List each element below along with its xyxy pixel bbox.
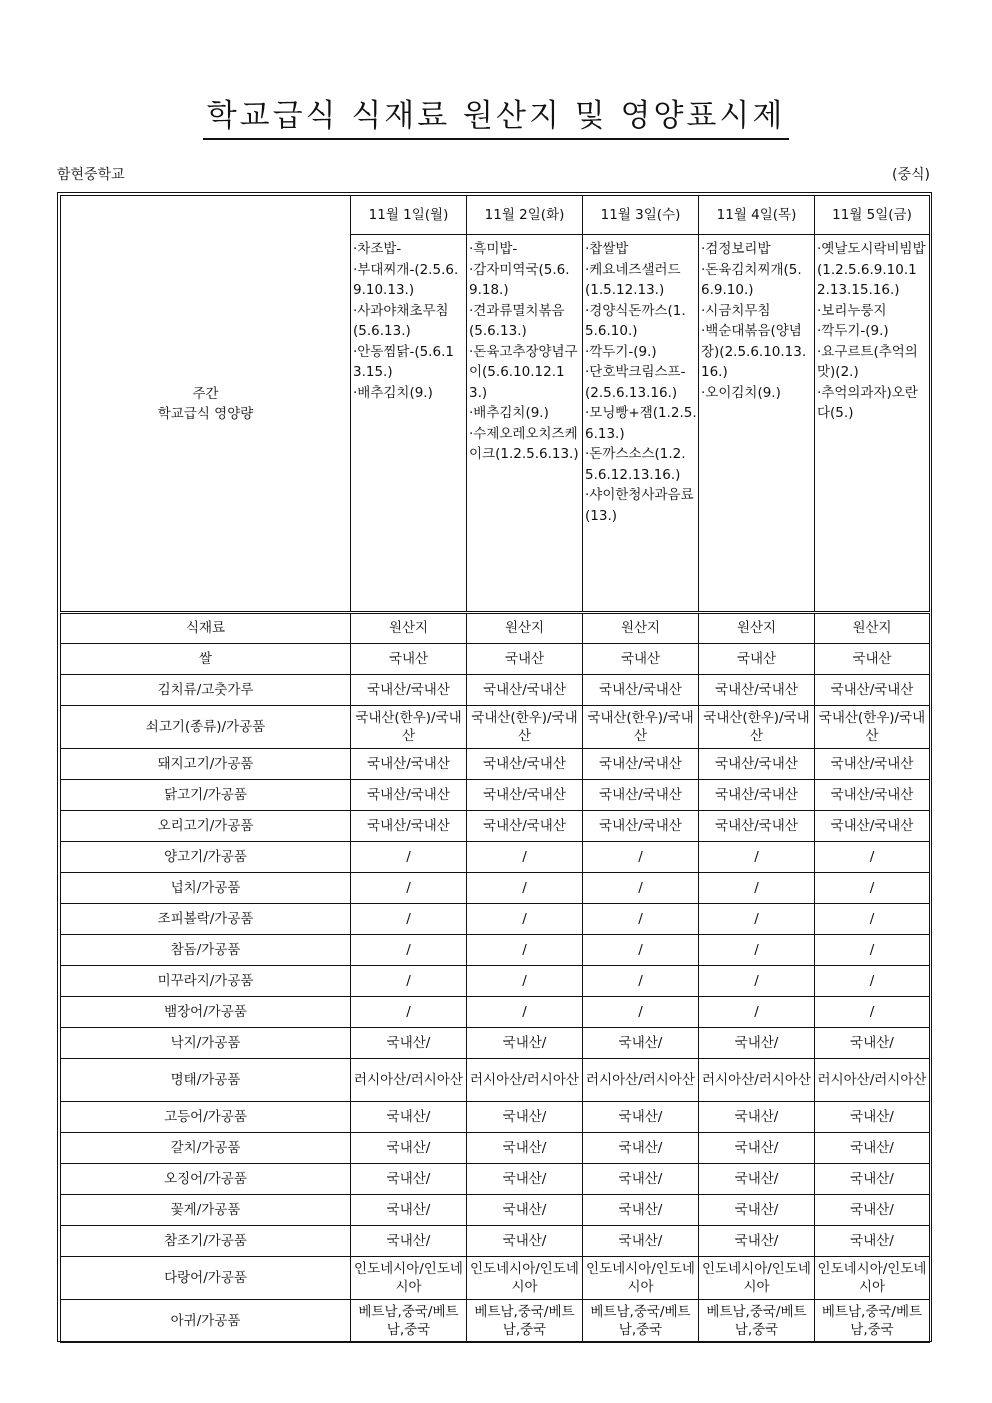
menu-item: ·부대찌개-(2.5.6.9.10.13.) [353, 261, 459, 298]
ingredient-name: 쌀 [61, 644, 351, 675]
origin-value: / [467, 935, 583, 966]
menu-item: ·깍두기-(9.) [817, 323, 889, 339]
menu-origin-table [60, 195, 930, 1343]
origin-value: / [699, 873, 815, 904]
origin-header: 원산지 [467, 613, 583, 644]
ingredient-name: 오리고기/가공품 [61, 811, 351, 842]
origin-value: 국내산/국내산 [699, 749, 815, 780]
origin-value: 국내산/국내산 [583, 811, 699, 842]
origin-value: 국내산/ [467, 1133, 583, 1164]
origin-header-row [61, 613, 930, 644]
ingredient-row [61, 780, 930, 811]
origin-value: 국내산/ [351, 1028, 467, 1059]
origin-value: 국내산/ [815, 1133, 930, 1164]
origin-value: 국내산/국내산 [467, 749, 583, 780]
origin-value: / [351, 842, 467, 873]
origin-value: 국내산/국내산 [815, 675, 930, 706]
origin-value: / [351, 904, 467, 935]
ingredient-row [61, 644, 930, 675]
origin-value: 국내산/ [351, 1133, 467, 1164]
origin-value: 국내산/ [583, 1195, 699, 1226]
origin-header: 원산지 [351, 613, 467, 644]
origin-value: 국내산/국내산 [583, 675, 699, 706]
menu-item: ·흑미밥- [469, 241, 518, 257]
nutrition-label-line-1: 주간 [192, 385, 219, 402]
ingredient-row [61, 1226, 930, 1257]
menu-item: ·배추김치(9.) [353, 384, 433, 401]
origin-value: 러시아산/러시아산 [351, 1059, 467, 1102]
origin-value: 국내산/ [467, 1028, 583, 1059]
menu-item: ·감자미역국(5.6.9.18.) [469, 261, 570, 298]
origin-value: 국내산 [699, 644, 815, 675]
origin-value: 국내산/ [351, 1195, 467, 1226]
origin-header: 원산지 [699, 613, 815, 644]
origin-value: 베트남,중국/베트남,중국 [351, 1300, 467, 1343]
origin-value: 국내산/국내산 [815, 749, 930, 780]
origin-value: / [467, 842, 583, 873]
origin-value: 국내산/ [815, 1195, 930, 1226]
origin-value: 국내산/ [583, 1226, 699, 1257]
origin-value: 국내산/ [699, 1028, 815, 1059]
ingredient-name: 닭고기/가공품 [61, 780, 351, 811]
ingredient-name: 꽃게/가공품 [61, 1195, 351, 1226]
menu-item: ·찹쌀밥 [585, 241, 629, 257]
ingredient-name: 명태/가공품 [61, 1059, 351, 1102]
ingredient-name: 갈치/가공품 [61, 1133, 351, 1164]
menu-item: ·보리누룽지 [817, 302, 887, 319]
origin-value: 국내산/ [815, 1226, 930, 1257]
origin-value: 국내산/국내산 [351, 811, 467, 842]
origin-value: 국내산(한우)/국내산 [583, 706, 699, 749]
menu-item: ·사과야채초무침(5.6.13.) [353, 302, 449, 339]
menu-item: ·돈육김치찌개(5.6.9.10.) [701, 261, 802, 298]
ingredient-row [61, 1164, 930, 1195]
origin-value: 인도네시아/인도네시아 [583, 1257, 699, 1300]
origin-value: / [815, 842, 930, 873]
menu-item: ·단호박크림스프-(2.5.6.13.16.) [585, 364, 686, 401]
origin-value: 베트남,중국/베트남,중국 [699, 1300, 815, 1343]
menu-item: ·추억의과자)오란다(5.) [817, 384, 918, 421]
origin-value: / [467, 997, 583, 1028]
ingredient-name: 고등어/가공품 [61, 1102, 351, 1133]
ingredient-name: 참조기/가공품 [61, 1226, 351, 1257]
origin-value: 국내산/국내산 [351, 749, 467, 780]
menu-cell [583, 235, 699, 613]
origin-value: 국내산/ [467, 1164, 583, 1195]
origin-value: / [351, 873, 467, 904]
menu-item: ·시금치무침 [701, 302, 771, 319]
menu-item: ·돈육고추장양념구이(5.6.10.12.13.) [469, 343, 578, 401]
ingredient-row [61, 1300, 930, 1343]
meal-type: (중식) [892, 167, 930, 183]
origin-value: 베트남,중국/베트남,중국 [815, 1300, 930, 1343]
ingredient-row [61, 1059, 930, 1102]
ingredient-name: 돼지고기/가공품 [61, 749, 351, 780]
ingredient-row [61, 1028, 930, 1059]
menu-item: ·경양식돈까스(1.5.6.10.) [585, 302, 686, 339]
origin-value: 국내산/국내산 [815, 780, 930, 811]
ingredient-row [61, 675, 930, 706]
origin-value: / [351, 997, 467, 1028]
origin-value: 국내산/ [351, 1164, 467, 1195]
origin-value: 국내산/ [583, 1164, 699, 1195]
origin-value: 국내산/ [583, 1133, 699, 1164]
origin-value: / [815, 873, 930, 904]
menu-item: ·견과류멸치볶음(5.6.13.) [469, 302, 565, 339]
ingredient-row [61, 1195, 930, 1226]
origin-value: 국내산 [583, 644, 699, 675]
origin-value: 국내산/ [815, 1102, 930, 1133]
menu-item: ·안동찜닭-(5.6.13.15.) [353, 343, 454, 380]
menu-item: ·검정보리밥 [701, 241, 771, 257]
origin-value: 러시아산/러시아산 [699, 1059, 815, 1102]
ingredient-name: 참돔/가공품 [61, 935, 351, 966]
ingredient-row [61, 966, 930, 997]
origin-value: 국내산/국내산 [351, 675, 467, 706]
origin-value: 국내산/ [351, 1102, 467, 1133]
origin-value: / [699, 842, 815, 873]
ingredient-row [61, 706, 930, 749]
ingredient-row [61, 842, 930, 873]
origin-value: / [583, 904, 699, 935]
date-cell: 11월 2일(화) [467, 196, 583, 235]
menu-item: ·옛날도시락비빔밥(1.2.5.6.9.10.12.13.15.16.) [817, 241, 926, 298]
origin-value: / [583, 935, 699, 966]
ingredient-row [61, 1257, 930, 1300]
origin-value: 국내산(한우)/국내산 [351, 706, 467, 749]
origin-value: 국내산 [351, 644, 467, 675]
date-cell: 11월 1일(월) [351, 196, 467, 235]
origin-value: / [815, 935, 930, 966]
ingredient-row [61, 904, 930, 935]
ingredient-name: 오징어/가공품 [61, 1164, 351, 1195]
origin-value: 국내산 [467, 644, 583, 675]
origin-value: 인도네시아/인도네시아 [467, 1257, 583, 1300]
ingredient-name: 뱀장어/가공품 [61, 997, 351, 1028]
ingredient-name: 쇠고기(종류)/가공품 [61, 706, 351, 749]
ingredient-name: 미꾸라지/가공품 [61, 966, 351, 997]
origin-header: 원산지 [815, 613, 930, 644]
origin-value: 국내산/국내산 [583, 749, 699, 780]
origin-value: 국내산/국내산 [699, 780, 815, 811]
menu-item: ·케요네즈샐러드(1.5.12.13.) [585, 261, 681, 298]
menu-item: ·백순대볶음(양념장)(2.5.6.10.13.16.) [701, 323, 807, 380]
origin-value: / [815, 904, 930, 935]
origin-value: 국내산/국내산 [467, 811, 583, 842]
origin-value: 국내산/국내산 [583, 780, 699, 811]
origin-value: 국내산/국내산 [467, 675, 583, 706]
origin-value: 국내산/ [699, 1133, 815, 1164]
origin-value: / [583, 997, 699, 1028]
origin-value: 국내산/국내산 [815, 811, 930, 842]
origin-value: / [467, 873, 583, 904]
menu-item: ·배추김치(9.) [469, 405, 549, 421]
origin-value: / [699, 997, 815, 1028]
origin-value: / [815, 966, 930, 997]
ingredient-header: 식재료 [61, 613, 351, 644]
nutrition-label-cell [61, 196, 351, 613]
ingredient-name: 다랑어/가공품 [61, 1257, 351, 1300]
origin-value: 국내산/국내산 [467, 780, 583, 811]
ingredient-row [61, 811, 930, 842]
origin-value: / [699, 904, 815, 935]
date-cell: 11월 3일(수) [583, 196, 699, 235]
origin-value: 국내산/ [699, 1102, 815, 1133]
ingredient-name: 낙지/가공품 [61, 1028, 351, 1059]
origin-value: 국내산/ [699, 1195, 815, 1226]
origin-value: 국내산(한우)/국내산 [467, 706, 583, 749]
ingredient-row [61, 749, 930, 780]
ingredient-row [61, 873, 930, 904]
menu-item: ·깍두기-(9.) [585, 343, 657, 360]
origin-value: 국내산/ [351, 1226, 467, 1257]
date-cell: 11월 4일(목) [699, 196, 815, 235]
ingredient-row [61, 997, 930, 1028]
menu-item: ·모닝빵+잼(1.2.5.6.13.) [585, 405, 697, 442]
origin-value: 국내산/ [815, 1164, 930, 1195]
origin-value: / [467, 904, 583, 935]
menu-cell [699, 235, 815, 613]
menu-item: ·오이김치(9.) [701, 384, 781, 401]
page-title-wrap [0, 90, 992, 135]
origin-value: 국내산/ [467, 1102, 583, 1133]
ingredient-row [61, 1102, 930, 1133]
ingredient-name: 양고기/가공품 [61, 842, 351, 873]
origin-value: / [467, 966, 583, 997]
origin-value: 국내산/ [583, 1102, 699, 1133]
menu-item: ·차조밥- [353, 241, 402, 257]
origin-value: 국내산/ [583, 1028, 699, 1059]
origin-value: 국내산(한우)/국내산 [699, 706, 815, 749]
origin-value: 국내산/국내산 [699, 675, 815, 706]
origin-value: / [351, 935, 467, 966]
menu-item: ·수제오레오치즈케이크(1.2.5.6.13.) [469, 425, 579, 462]
origin-value: 국내산(한우)/국내산 [815, 706, 930, 749]
origin-value: 러시아산/러시아산 [815, 1059, 930, 1102]
origin-value: 국내산/ [467, 1195, 583, 1226]
date-header-row [61, 196, 930, 235]
origin-value: 베트남,중국/베트남,중국 [583, 1300, 699, 1343]
ingredient-name: 김치류/고춧가루 [61, 675, 351, 706]
ingredient-row [61, 1133, 930, 1164]
menu-cell [815, 235, 930, 613]
origin-header: 원산지 [583, 613, 699, 644]
menu-item: ·돈까스소스(1.2.5.6.12.13.16.) [585, 446, 686, 483]
origin-value: 인도네시아/인도네시아 [699, 1257, 815, 1300]
origin-value: / [699, 935, 815, 966]
origin-value: 러시아산/러시아산 [583, 1059, 699, 1102]
origin-value: 국내산/ [467, 1226, 583, 1257]
origin-value: / [351, 966, 467, 997]
menu-cell [351, 235, 467, 613]
menu-origin-table-frame [57, 192, 932, 1342]
origin-value: 국내산/ [699, 1226, 815, 1257]
origin-value: 국내산/국내산 [351, 780, 467, 811]
date-cell: 11월 5일(금) [815, 196, 930, 235]
school-name: 함현중학교 [57, 167, 125, 183]
origin-value: / [699, 966, 815, 997]
origin-value: / [583, 842, 699, 873]
origin-value: 국내산/국내산 [699, 811, 815, 842]
ingredient-name: 아귀/가공품 [61, 1300, 351, 1343]
menu-cell [467, 235, 583, 613]
nutrition-label-line-2: 학교급식 영양량 [157, 405, 254, 422]
ingredient-name: 조피볼락/가공품 [61, 904, 351, 935]
page-title: 학교급식 식재료 원산지 및 영양표시제 [203, 98, 790, 140]
origin-value: 베트남,중국/베트남,중국 [467, 1300, 583, 1343]
origin-value: 국내산 [815, 644, 930, 675]
menu-item: ·요구르트(추억의맛)(2.) [817, 343, 918, 380]
origin-value: 인도네시아/인도네시아 [351, 1257, 467, 1300]
origin-value: 러시아산/러시아산 [467, 1059, 583, 1102]
origin-value: / [815, 997, 930, 1028]
origin-value: 인도네시아/인도네시아 [815, 1257, 930, 1300]
origin-value: / [583, 966, 699, 997]
origin-value: 국내산/ [815, 1028, 930, 1059]
origin-value: / [583, 873, 699, 904]
origin-value: 국내산/ [699, 1164, 815, 1195]
ingredient-row [61, 935, 930, 966]
menu-item: ·샤이한청사과음료(13.) [585, 487, 694, 524]
ingredient-name: 넙치/가공품 [61, 873, 351, 904]
